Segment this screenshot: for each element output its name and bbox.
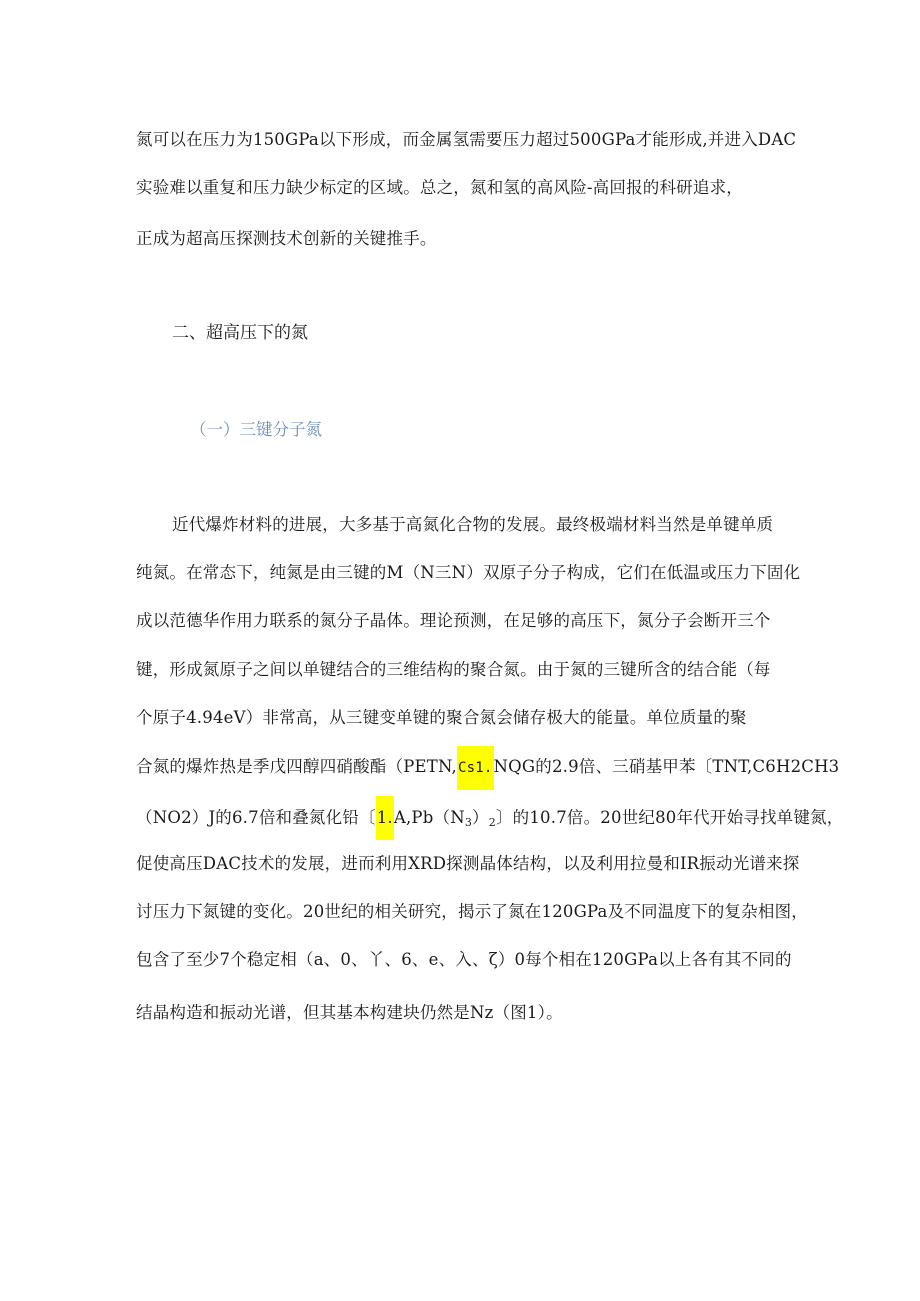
paragraph-1-line-1: 氮可以在压力为150GPa以下形成，而金属氢需要压力超过500GPa才能形成,并进入DAC [136, 130, 797, 149]
subscript: 2 [488, 816, 496, 829]
paragraph-2-line-5: 个原子4.94eV）非常高，从三键变单键的聚合氮会储存极大的能量。单位质量的聚 [136, 708, 747, 727]
paragraph-2-line-1: 近代爆炸材料的进展，大多基于高氮化合物的发展。最终极端材料当然是单键单质 [172, 515, 774, 534]
paragraph-2-line-11: 结晶构造和振动光谱，但其基本构建块仍然是Nz（图1）。 [136, 1003, 563, 1022]
paragraph-2-line-2: 纯氮。在常态下，纯氮是由三键的M（N三N）双原子分子构成，它们在低温或压力下固化 [136, 563, 801, 582]
paragraph-2-line-8: 促使高压DAC技术的发展，进而利用XRD探测晶体结构，以及利用拉曼和IR振动光谱来探 [136, 854, 800, 873]
paragraph-1-line-3: 正成为超高压探测技术创新的关键推手。 [136, 229, 437, 248]
paragraph-2-line-7 [136, 806, 844, 835]
line-7-part-a: （NO2）J的6.7倍和叠氮化铅〔 [136, 808, 376, 827]
line-6-part-b: NQG的2.9倍、三硝基甲苯〔TNT,C6H2CH3 [493, 757, 840, 776]
highlighted-text: Cs1. [457, 746, 494, 790]
subsection-heading: （一）三键分子氮 [190, 420, 322, 439]
paragraph-2-line-4: 键，形成氮原子之间以单键结合的三维结构的聚合氮。由于氮的三键所含的结合能（每 [136, 660, 771, 679]
line-6-part-a: 合氮的爆炸热是季戊四醇四硝酸酯（PETN, [136, 757, 457, 776]
line-7-part-d: 〕的10.7倍。20世纪80年代开始寻找单键氮， [495, 808, 844, 827]
paragraph-2-line-9: 讨压力下氮键的变化。20世纪的相关研究，揭示了氮在120GPa及不同温度下的复杂相图， [136, 902, 808, 921]
line-7-part-b: A,Pb（N [393, 808, 465, 827]
highlighted-text: 1. [376, 796, 394, 840]
line-7-part-c: ） [472, 808, 489, 827]
subscript: 3 [464, 816, 473, 829]
paragraph-2-line-6 [136, 755, 840, 780]
section-heading: 二、超高压下的氮 [172, 323, 308, 343]
paragraph-2-line-10: 包含了至少7个稳定相（a、0、丫、6、e、入、ζ）0每个相在120GPa以上各有其不同的 [136, 950, 792, 969]
paragraph-1-line-2: 实验难以重复和压力缺少标定的区域。总之，氮和氢的高风险-高回报的科研追求， [136, 178, 743, 197]
paragraph-2-line-3: 成以范德华作用力联系的氮分子晶体。理论预测，在足够的高压下，氮分子会断开三个 [136, 611, 771, 630]
